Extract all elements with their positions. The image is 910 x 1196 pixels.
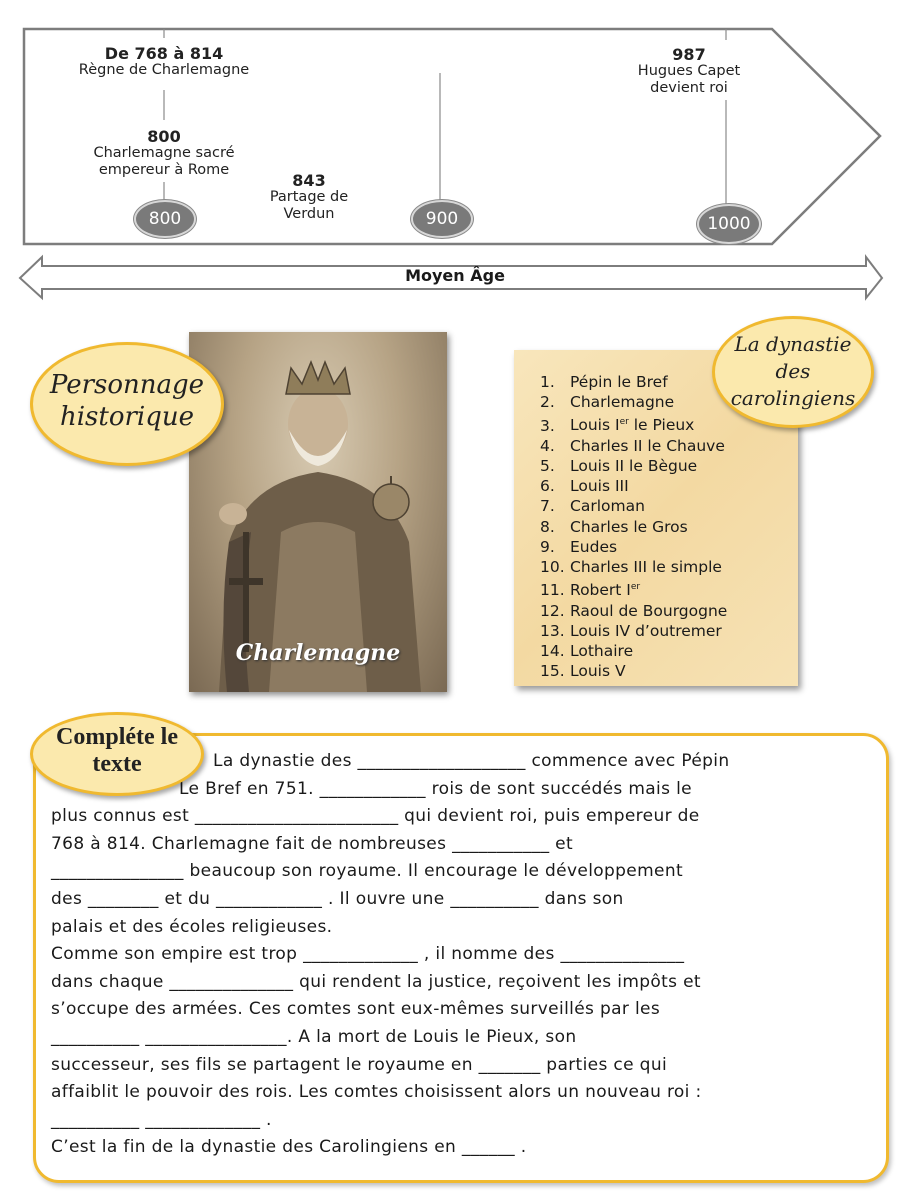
exercise-line: __________ ________________. A la mort de Louis le Pieux, son <box>51 1026 577 1047</box>
event-year: 800 <box>147 127 181 146</box>
king-item <box>540 496 727 516</box>
king-name: Louis III <box>570 477 629 496</box>
complete-le-texte-badge <box>30 712 204 796</box>
king-item <box>540 517 727 537</box>
king-name: Carloman <box>570 497 645 516</box>
king-name: Robert I <box>570 581 631 600</box>
king-item <box>540 621 727 641</box>
king-number: 4. <box>540 436 555 455</box>
exercise-line: Le Bref en 751. ____________ rois de sont succédés mais le <box>179 778 692 799</box>
charlemagne-portrait <box>189 332 447 692</box>
event-label: Règne de Charlemagne <box>78 62 250 78</box>
timeline-event <box>254 172 364 223</box>
king-number: 6. <box>540 477 555 496</box>
king-name: Charles le Gros <box>570 517 688 536</box>
exercise-line: 768 à 814. Charlemagne fait de nombreuses ___________ et <box>51 833 573 854</box>
badge-text: Compléte le texte <box>56 724 178 777</box>
king-name: Raoul de Bourgogne <box>570 601 728 620</box>
king-ordinal-suffix: er <box>619 417 629 428</box>
king-number: 10. <box>540 557 565 576</box>
king-name: Louis II le Bègue <box>570 456 698 475</box>
event-year: De 768 à 814 <box>104 44 224 63</box>
exercise-line: des ________ et du ____________ . Il ouvre une __________ dans son <box>51 888 624 909</box>
king-number: 7. <box>540 497 555 516</box>
king-number: 5. <box>540 456 555 475</box>
badge-text: La dynastie des carolingiens <box>730 332 856 410</box>
king-ordinal-suffix: er <box>630 582 641 593</box>
king-name: Lothaire <box>570 641 634 660</box>
event-label: Charlemagne sacré empereur à Rome <box>93 145 235 178</box>
timeline-marker-800: 800 <box>134 200 196 238</box>
king-name: Charlemagne <box>570 393 675 412</box>
personnage-historique-badge <box>30 342 224 466</box>
event-label: Hugues Capet devient roi <box>637 63 741 96</box>
king-name: Charles II le Chauve <box>570 436 725 455</box>
king-item <box>540 436 727 456</box>
king-item <box>540 392 727 412</box>
king-name-rest: le Pieux <box>628 416 695 435</box>
king-item <box>540 641 727 661</box>
exercise-line: _______________ beaucoup son royaume. Il encourage le développement <box>51 861 683 882</box>
king-name: Charles III le simple <box>570 557 722 576</box>
timeline-marker-1000: 1000 <box>697 204 761 244</box>
king-number: 9. <box>540 537 555 556</box>
king-name: Louis I <box>570 416 620 435</box>
exercise-line: palais et des écoles religieuses. <box>51 916 333 937</box>
exercise-text <box>51 748 871 1162</box>
king-number: 1. <box>540 373 555 391</box>
period-label: Moyen Âge <box>405 266 505 285</box>
exercise-line: C’est la fin de la dynastie des Carolingiens en ______ . <box>51 1137 527 1158</box>
king-number: 13. <box>540 621 565 640</box>
king-item <box>540 661 727 681</box>
exercise-line: __________ _____________ . <box>51 1109 272 1130</box>
king-item <box>540 372 727 392</box>
king-name: Louis IV d’outremer <box>570 621 722 640</box>
king-name: Eudes <box>570 537 618 556</box>
king-item <box>540 456 727 476</box>
badge-text: Personnage historique <box>49 370 205 432</box>
king-name: Pépin le Bref <box>570 373 668 391</box>
timeline-event <box>626 46 752 97</box>
king-number: 2. <box>540 393 555 412</box>
exercise-line: s’occupe des armées. Ces comtes sont eux-mêmes surveillés par les <box>51 999 661 1020</box>
exercise-line: successeur, ses fils se partagent le royaume en _______ parties ce qui <box>51 1054 668 1075</box>
king-item <box>540 577 727 600</box>
timeline-marker-900: 900 <box>411 200 473 238</box>
exercise-line: affaiblit le pouvoir des rois. Les comtes choisissent alors un nouveau roi : <box>51 1082 702 1103</box>
king-item <box>540 537 727 557</box>
portrait-illustration <box>189 332 447 692</box>
king-number: 11. <box>540 581 565 600</box>
exercise-line: La dynastie des ___________________ commence avec Pépin <box>213 751 730 771</box>
timeline-event <box>34 45 294 79</box>
exercise-line: plus connus est _______________________ qui devient roi, puis empereur de <box>51 806 700 827</box>
king-number: 12. <box>540 601 565 620</box>
king-number: 3. <box>540 416 555 435</box>
king-item <box>540 601 727 621</box>
exercise-line: dans chaque ______________ qui rendent la justice, reçoivent les impôts et <box>51 971 701 992</box>
timeline-event <box>74 128 254 179</box>
kings-list <box>540 372 727 681</box>
portrait-caption: Charlemagne <box>235 640 401 666</box>
event-year: 987 <box>672 45 706 64</box>
king-item <box>540 557 727 577</box>
king-number: 14. <box>540 641 565 660</box>
event-label: Partage de Verdun <box>269 189 349 222</box>
king-number: 8. <box>540 517 555 536</box>
king-name: Louis V <box>570 662 626 681</box>
exercise-line: Comme son empire est trop _____________ , il nomme des ______________ <box>51 944 685 965</box>
king-item <box>540 476 727 496</box>
dynasty-badge <box>712 316 874 428</box>
king-number: 15. <box>540 662 565 681</box>
event-year: 843 <box>292 171 326 190</box>
king-item <box>540 412 727 435</box>
